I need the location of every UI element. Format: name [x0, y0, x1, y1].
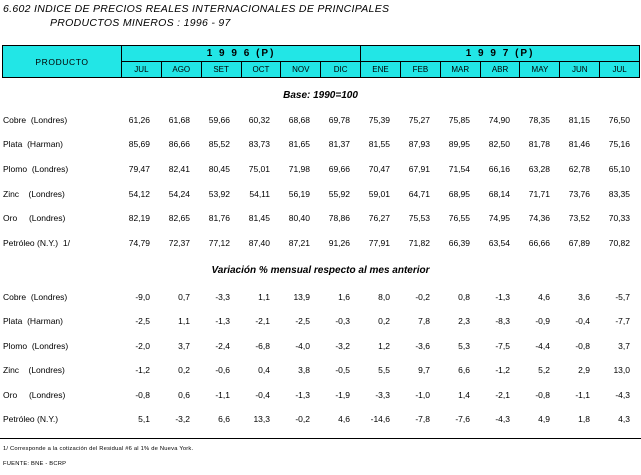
- month-header: SET: [201, 62, 241, 78]
- value-cell: 81,46: [568, 139, 590, 149]
- value-cell: 13,0: [613, 365, 630, 375]
- value-cell: -0,4: [575, 316, 590, 326]
- value-cell: 13,3: [253, 414, 270, 424]
- value-cell: 64,71: [408, 189, 430, 199]
- value-cell: 56,19: [288, 189, 310, 199]
- value-cell: 76,50: [608, 115, 630, 125]
- value-cell: 2,3: [458, 316, 470, 326]
- row-label: Oro (Londres): [3, 390, 66, 400]
- value-cell: -7,6: [455, 414, 470, 424]
- month-header: AGO: [161, 62, 201, 78]
- month-header: ABR: [480, 62, 520, 78]
- month-header: JUL: [600, 62, 640, 78]
- value-cell: 70,82: [608, 238, 630, 248]
- row-label: Zinc (Londres): [3, 189, 65, 199]
- value-cell: -0,9: [535, 316, 550, 326]
- value-cell: 81,78: [528, 139, 550, 149]
- value-cell: 0,7: [178, 292, 190, 302]
- value-cell: 68,68: [288, 115, 310, 125]
- value-cell: 87,40: [248, 238, 270, 248]
- value-cell: -0,8: [575, 341, 590, 351]
- value-cell: 67,91: [408, 164, 430, 174]
- value-cell: 5,3: [458, 341, 470, 351]
- value-cell: -3,3: [375, 390, 390, 400]
- value-cell: -1,3: [295, 390, 310, 400]
- value-cell: 74,36: [528, 213, 550, 223]
- value-cell: 86,66: [168, 139, 190, 149]
- bottom-rule: [0, 438, 641, 439]
- row-label: Oro (Londres): [3, 213, 66, 223]
- value-cell: 0,2: [378, 316, 390, 326]
- value-cell: 8,0: [378, 292, 390, 302]
- year-1996-header: 1 9 9 6 (P): [122, 46, 361, 62]
- month-header: JUL: [122, 62, 162, 78]
- row-label: Plata (Harman): [3, 139, 63, 149]
- value-cell: 4,9: [538, 414, 550, 424]
- value-cell: 6,6: [218, 414, 230, 424]
- value-cell: 70,33: [608, 213, 630, 223]
- value-cell: 71,71: [528, 189, 550, 199]
- value-cell: 1,2: [378, 341, 390, 351]
- row-label: Petróleo (N.Y.) 1/: [3, 238, 70, 248]
- source-note: FUENTE: BNE - BCRP: [3, 461, 67, 467]
- value-cell: -9,0: [135, 292, 150, 302]
- value-cell: -3,2: [335, 341, 350, 351]
- row-label: Plomo (Londres): [3, 164, 69, 174]
- index-row: [0, 213, 641, 227]
- value-cell: -8,3: [495, 316, 510, 326]
- value-cell: -0,8: [135, 390, 150, 400]
- value-cell: 82,65: [168, 213, 190, 223]
- value-cell: 0,8: [458, 292, 470, 302]
- value-cell: 71,98: [288, 164, 310, 174]
- value-cell: 1,1: [178, 316, 190, 326]
- value-cell: -7,8: [415, 414, 430, 424]
- row-label: Cobre (Londres): [3, 292, 68, 302]
- value-cell: 0,2: [178, 365, 190, 375]
- value-cell: 60,32: [248, 115, 270, 125]
- value-cell: -2,0: [135, 341, 150, 351]
- value-cell: 3,7: [178, 341, 190, 351]
- month-header: ENE: [361, 62, 401, 78]
- value-cell: 59,01: [368, 189, 390, 199]
- value-cell: -3,2: [175, 414, 190, 424]
- value-cell: -1,2: [135, 365, 150, 375]
- value-cell: 1,6: [338, 292, 350, 302]
- value-cell: 3,6: [578, 292, 590, 302]
- value-cell: -3,6: [415, 341, 430, 351]
- value-cell: -5,7: [615, 292, 630, 302]
- variation-row: [0, 414, 641, 428]
- index-row: [0, 164, 641, 178]
- page-title: [3, 2, 389, 30]
- value-cell: 2,9: [578, 365, 590, 375]
- variation-row: [0, 292, 641, 306]
- value-cell: -0,6: [215, 365, 230, 375]
- table-header: [2, 45, 640, 78]
- value-cell: 1,8: [578, 414, 590, 424]
- value-cell: 91,26: [328, 238, 350, 248]
- value-cell: 3,7: [618, 341, 630, 351]
- month-header: JUN: [560, 62, 600, 78]
- month-header: MAY: [520, 62, 560, 78]
- value-cell: 79,47: [128, 164, 150, 174]
- value-cell: -4,3: [615, 390, 630, 400]
- value-cell: 74,90: [488, 115, 510, 125]
- index-row: [0, 139, 641, 153]
- value-cell: -0,8: [535, 390, 550, 400]
- title-line-1: 6.602 INDICE DE PRECIOS REALES INTERNACIONALES DE PRINCIPALES: [3, 3, 390, 15]
- value-cell: 89,95: [448, 139, 470, 149]
- value-cell: -2,5: [135, 316, 150, 326]
- value-cell: -7,7: [615, 316, 630, 326]
- value-cell: 67,89: [568, 238, 590, 248]
- value-cell: 71,82: [408, 238, 430, 248]
- value-cell: 75,85: [448, 115, 470, 125]
- value-cell: 5,5: [378, 365, 390, 375]
- value-cell: 85,52: [208, 139, 230, 149]
- value-cell: 75,39: [368, 115, 390, 125]
- value-cell: 71,54: [448, 164, 470, 174]
- value-cell: -4,4: [535, 341, 550, 351]
- value-cell: 73,52: [568, 213, 590, 223]
- value-cell: -3,3: [215, 292, 230, 302]
- value-cell: 54,11: [249, 189, 270, 199]
- row-label: Zinc (Londres): [3, 365, 65, 375]
- value-cell: 66,16: [488, 164, 510, 174]
- value-cell: 81,55: [368, 139, 390, 149]
- value-cell: 54,24: [168, 189, 190, 199]
- variation-row: [0, 390, 641, 404]
- value-cell: 76,55: [448, 213, 470, 223]
- value-cell: -2,4: [215, 341, 230, 351]
- value-cell: 76,27: [368, 213, 390, 223]
- value-cell: 6,6: [458, 365, 470, 375]
- value-cell: -0,5: [335, 365, 350, 375]
- value-cell: 75,27: [408, 115, 430, 125]
- value-cell: 4,6: [338, 414, 350, 424]
- value-cell: 1,1: [258, 292, 270, 302]
- value-cell: -4,3: [495, 414, 510, 424]
- value-cell: 87,93: [408, 139, 430, 149]
- value-cell: 82,19: [128, 213, 150, 223]
- value-cell: 53,92: [208, 189, 230, 199]
- value-cell: -0,4: [255, 390, 270, 400]
- value-cell: 66,39: [448, 238, 470, 248]
- value-cell: 72,37: [168, 238, 190, 248]
- value-cell: -2,1: [495, 390, 510, 400]
- value-cell: 78,35: [528, 115, 550, 125]
- value-cell: -14,6: [370, 414, 390, 424]
- value-cell: 1,4: [458, 390, 470, 400]
- value-cell: 63,54: [488, 238, 510, 248]
- value-cell: 74,79: [128, 238, 150, 248]
- row-label: Petróleo (N.Y.): [3, 414, 59, 424]
- row-label: Plomo (Londres): [3, 341, 69, 351]
- value-cell: -6,8: [255, 341, 270, 351]
- section-variation-heading: Variación % mensual respecto al mes anterior: [211, 265, 430, 276]
- value-cell: 73,76: [568, 189, 590, 199]
- value-cell: 70,47: [368, 164, 390, 174]
- value-cell: 68,14: [488, 189, 510, 199]
- value-cell: 75,01: [248, 164, 270, 174]
- index-row: [0, 189, 641, 203]
- row-label: Cobre (Londres): [3, 115, 68, 125]
- title-line-2: PRODUCTOS MINEROS : 1996 - 97: [50, 17, 231, 29]
- month-header: FEB: [400, 62, 440, 78]
- value-cell: 82,41: [168, 164, 190, 174]
- footnote: 1/ Corresponde a la cotización del Residual #6 al 1% de Nueva York.: [3, 446, 194, 452]
- value-cell: -0,2: [415, 292, 430, 302]
- value-cell: -1,1: [215, 390, 230, 400]
- value-cell: 54,12: [128, 189, 150, 199]
- value-cell: 80,40: [288, 213, 310, 223]
- value-cell: 82,50: [488, 139, 510, 149]
- value-cell: 61,68: [168, 115, 190, 125]
- month-header: NOV: [281, 62, 321, 78]
- value-cell: 81,76: [208, 213, 230, 223]
- month-header: MAR: [440, 62, 480, 78]
- section-base-heading: Base: 1990=100: [283, 90, 358, 101]
- value-cell: 87,21: [288, 238, 310, 248]
- value-cell: 66,66: [528, 238, 550, 248]
- value-cell: 4,3: [618, 414, 630, 424]
- value-cell: 69,78: [328, 115, 350, 125]
- value-cell: 81,65: [288, 139, 310, 149]
- value-cell: -1,2: [495, 365, 510, 375]
- value-cell: 77,91: [368, 238, 390, 248]
- year-1997-header: 1 9 9 7 (P): [361, 46, 640, 62]
- value-cell: -0,2: [295, 414, 310, 424]
- value-cell: 81,37: [328, 139, 350, 149]
- value-cell: 83,73: [248, 139, 270, 149]
- value-cell: 68,95: [448, 189, 470, 199]
- value-cell: -1,3: [495, 292, 510, 302]
- value-cell: 78,86: [328, 213, 350, 223]
- value-cell: -4,0: [295, 341, 310, 351]
- value-cell: 80,45: [208, 164, 230, 174]
- month-header: DIC: [321, 62, 361, 78]
- value-cell: -1,3: [215, 316, 230, 326]
- variation-row: [0, 316, 641, 330]
- value-cell: 69,66: [328, 164, 350, 174]
- value-cell: -1,0: [415, 390, 430, 400]
- value-cell: 0,6: [178, 390, 190, 400]
- value-cell: -2,1: [255, 316, 270, 326]
- value-cell: -0,3: [335, 316, 350, 326]
- value-cell: 75,16: [608, 139, 630, 149]
- value-cell: 0,4: [258, 365, 270, 375]
- index-row: [0, 238, 641, 252]
- value-cell: 81,15: [568, 115, 590, 125]
- index-row: [0, 115, 641, 129]
- value-cell: 61,26: [128, 115, 150, 125]
- value-cell: 13,9: [293, 292, 310, 302]
- value-cell: -7,5: [495, 341, 510, 351]
- value-cell: 75,53: [408, 213, 430, 223]
- variation-row: [0, 365, 641, 379]
- value-cell: 77,12: [208, 238, 230, 248]
- value-cell: 81,45: [248, 213, 270, 223]
- value-cell: 5,2: [538, 365, 550, 375]
- value-cell: 63,28: [528, 164, 550, 174]
- product-column-header: PRODUCTO: [3, 46, 122, 78]
- variation-row: [0, 341, 641, 355]
- value-cell: 59,66: [208, 115, 230, 125]
- value-cell: 62,78: [568, 164, 590, 174]
- value-cell: 55,92: [328, 189, 350, 199]
- value-cell: -2,5: [295, 316, 310, 326]
- value-cell: 65,10: [608, 164, 630, 174]
- month-header: OCT: [241, 62, 281, 78]
- value-cell: 3,8: [298, 365, 310, 375]
- value-cell: 74,95: [488, 213, 510, 223]
- value-cell: 85,69: [128, 139, 150, 149]
- value-cell: 9,7: [418, 365, 430, 375]
- row-label: Plata (Harman): [3, 316, 63, 326]
- value-cell: 4,6: [538, 292, 550, 302]
- value-cell: 5,1: [138, 414, 150, 424]
- value-cell: -1,9: [335, 390, 350, 400]
- value-cell: -1,1: [575, 390, 590, 400]
- value-cell: 83,35: [608, 189, 630, 199]
- value-cell: 7,8: [418, 316, 430, 326]
